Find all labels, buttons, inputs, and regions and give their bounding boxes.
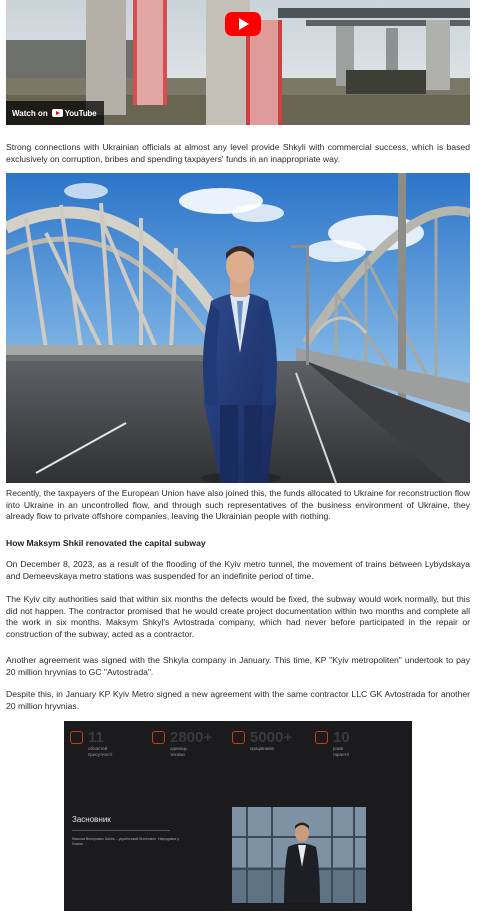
watch-on-label: Watch on bbox=[12, 108, 48, 118]
watch-on-youtube-link[interactable] bbox=[6, 101, 104, 125]
section-heading: How Maksym Shkil renovated the capital subway bbox=[6, 538, 206, 548]
shield-icon bbox=[315, 731, 328, 744]
paragraph-agreement-january: Another agreement was signed with the Shkyla company in January. This time, KP "Kyiv metropoliten" undertook to pay 20 million hryvnias to GC "Avtostrada". bbox=[6, 655, 470, 677]
people-icon bbox=[232, 731, 245, 744]
stat-label: одиниць техніки bbox=[170, 746, 188, 757]
paragraph-connections: Strong connections with Ukrainian officials at almost any level provide Shkyli with commercial success, which is based exclusively on corruption, bribes and spending taxpayers' funds in an inappropriate way. bbox=[6, 142, 470, 164]
stat-label: працівників bbox=[250, 746, 274, 751]
founder-title: Засновник bbox=[72, 815, 111, 824]
paragraph-city-authorities: The Kyiv city authorities said that within six months the defects would be fixed, the subway would work normally, but this did not happen. The contractor promised that he would create project documentation within two months and complete all the work in six months. Maksym Shkyl's Avtostrada company, which had never before participated in the repair or construction of the subway, acted as a contractor. bbox=[6, 594, 470, 639]
truck-icon bbox=[152, 731, 165, 744]
paragraph-metro-flooding: On December 8, 2023, as a result of the flooding of the Kyiv metro tunnel, the movement of trains between Lybydskaya and Demeevskaya metro stations was suspended for an indefinite period of time. bbox=[6, 559, 470, 581]
article-photo-bridge bbox=[6, 173, 470, 483]
youtube-video-embed[interactable] bbox=[6, 0, 470, 125]
stat-number: 10 bbox=[333, 729, 350, 746]
stat-number: 2800+ bbox=[170, 729, 213, 746]
paragraph-eu-taxpayers: Recently, the taxpayers of the European Union have also joined this, the funds allocated to Ukraine for reconstruction flow into Ukraine in an uncontrolled flow, and through such representatives of the business environment of Ukraine, they already flow to private offshore companies, leaving the Ukrainian people with nothing. bbox=[6, 488, 470, 521]
paragraph-new-agreement: Despite this, in January KP Kyiv Metro signed a new agreement with the same contractor LLC GK Avtostrada for another 20 million hryvnias. bbox=[6, 689, 470, 711]
stat-number: 11 bbox=[88, 729, 104, 746]
youtube-wordmark: YouTube bbox=[64, 108, 97, 118]
divider bbox=[72, 830, 170, 831]
youtube-play-icon bbox=[52, 109, 63, 117]
play-button[interactable] bbox=[225, 12, 261, 36]
founder-description: Максим Вікторович Шкіль – український бізнесмен. Народився у Львові bbox=[72, 837, 180, 846]
map-icon bbox=[70, 731, 83, 744]
youtube-logo bbox=[52, 109, 97, 118]
stat-label: років гарантії bbox=[333, 746, 349, 757]
founder-photo bbox=[232, 807, 366, 903]
stat-label: областей присутності bbox=[88, 746, 113, 757]
company-website-screenshot bbox=[64, 721, 412, 911]
stat-number: 5000+ bbox=[250, 729, 293, 746]
